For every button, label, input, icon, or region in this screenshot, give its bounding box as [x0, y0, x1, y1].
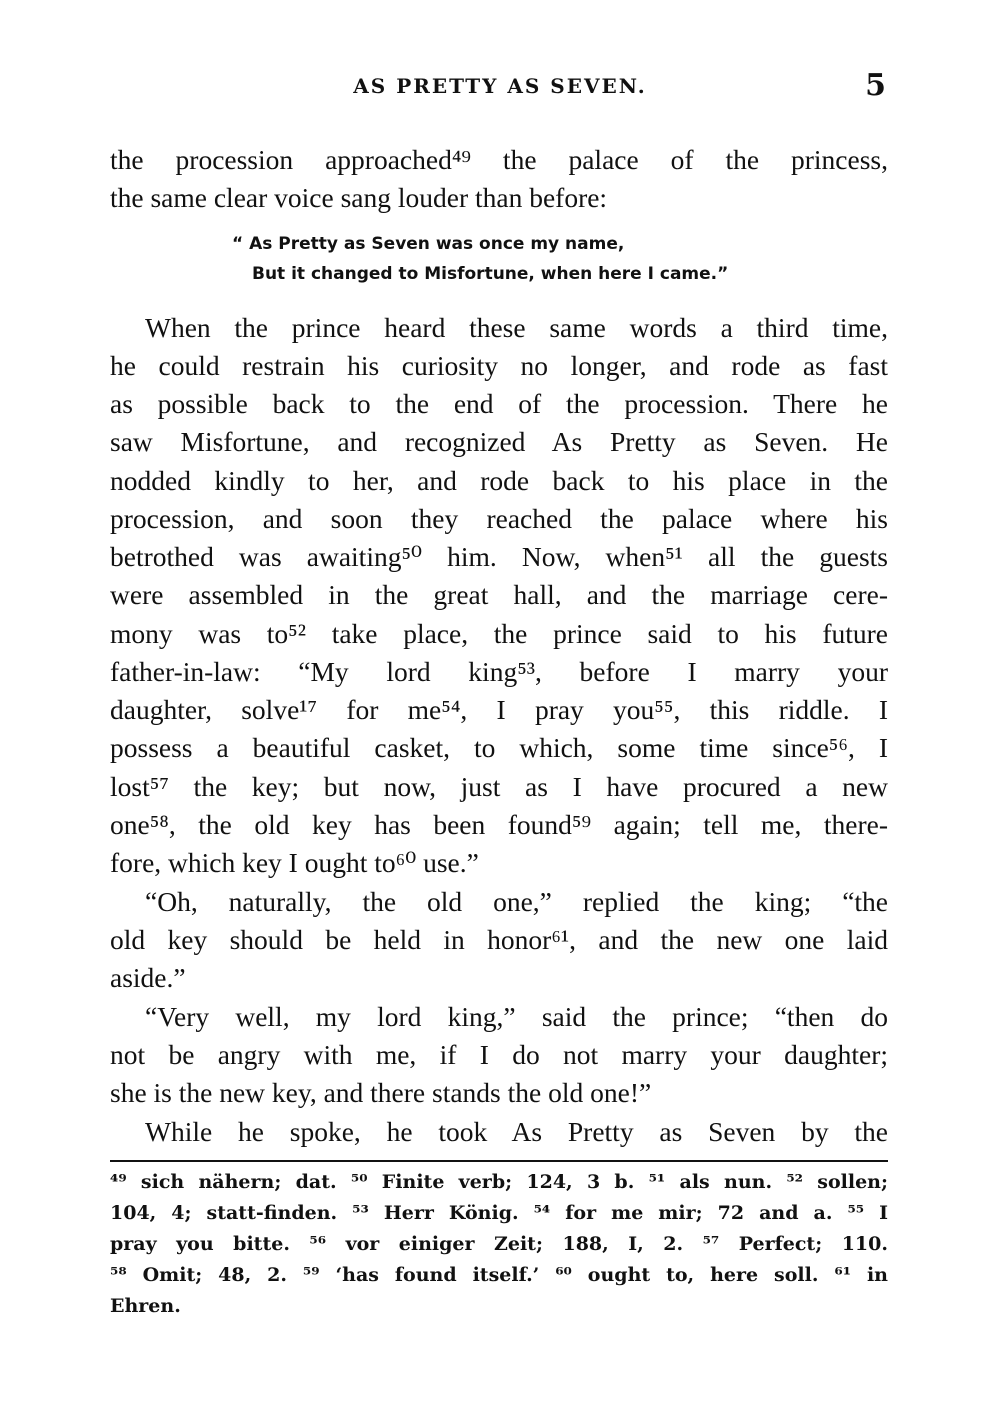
text-line: “Very well, my lord king,” said the prince; “then do	[145, 1001, 888, 1032]
text-line: “Oh, naturally, the old one,” replied the king; “the	[145, 886, 888, 917]
text-line: were assembled in the great hall, and the marriage cere-	[110, 579, 888, 610]
footnote-line: pray you bitte. ⁵⁶ vor einiger Zeit; 188, I, 2. ⁵⁷ Perfect; 110.	[110, 1233, 888, 1255]
text-line: not be angry with me, if I do not marry your daughter;	[110, 1039, 888, 1070]
footnote-line: 104, 4; statt-finden. ⁵³ Herr König. ⁵⁴ for me mir; 72 and a. ⁵⁵ I	[110, 1202, 888, 1224]
footnote-line: Ehren.	[110, 1295, 181, 1317]
text-line: When the prince heard these same words a third time,	[145, 312, 888, 343]
text-line: the same clear voice sang louder than before:	[110, 182, 608, 213]
page-number: 5	[865, 68, 886, 103]
verse-line: “ As Pretty as Seven was once my name,	[232, 234, 625, 254]
text-line: betrothed was awaiting⁵⁰ him. Now, when⁵¹ all the guests	[110, 541, 888, 572]
text-line: he could restrain his curiosity no longer, and rode as fast	[110, 350, 888, 381]
text-line: daughter, solve¹⁷ for me⁵⁴, I pray you⁵⁵, this riddle. I	[110, 694, 888, 725]
running-head	[110, 68, 890, 108]
verse-line: But it changed to Misfortune, when here I came.”	[252, 264, 729, 284]
text-line: father-in-law: “My lord king⁵³, before I marry your	[110, 656, 888, 687]
footnote-line: ⁴⁹ sich nähern; dat. ⁵⁰ Finite verb; 124, 3 b. ⁵¹ als nun. ⁵² sollen;	[110, 1171, 888, 1193]
text-line: possess a beautiful casket, to which, some time since⁵⁶, I	[110, 732, 888, 763]
text-line: fore, which key I ought to⁶⁰ use.”	[110, 847, 479, 878]
text-line: lost⁵⁷ the key; but now, just as I have procured a new	[110, 771, 888, 802]
text-line: procession, and soon they reached the palace where his	[110, 503, 888, 534]
text-line: as possible back to the end of the procession. There he	[110, 388, 888, 419]
running-head-title: AS PRETTY AS SEVEN.	[353, 74, 647, 98]
text-line: old key should be held in honor⁶¹, and the new one laid	[110, 924, 888, 955]
text-line: While he spoke, he took As Pretty as Seven by the	[145, 1116, 888, 1147]
text-line: mony was to⁵² take place, the prince said to his future	[110, 618, 888, 649]
text-line: she is the new key, and there stands the old one!”	[110, 1077, 652, 1108]
footnote-line: ⁵⁸ Omit; 48, 2. ⁵⁹ ‘has found itself.’ ⁶⁰ ought to, here soll. ⁶¹ in	[110, 1264, 888, 1286]
text-line: one⁵⁸, the old key has been found⁵⁹ again; tell me, there-	[110, 809, 888, 840]
text-line: saw Misfortune, and recognized As Pretty as Seven. He	[110, 426, 888, 457]
text-line: nodded kindly to her, and rode back to his place in the	[110, 465, 888, 496]
text-line: aside.”	[110, 962, 186, 993]
text-line: the procession approached⁴⁹ the palace of the princess,	[110, 144, 888, 175]
footnote-rule	[110, 1160, 888, 1162]
